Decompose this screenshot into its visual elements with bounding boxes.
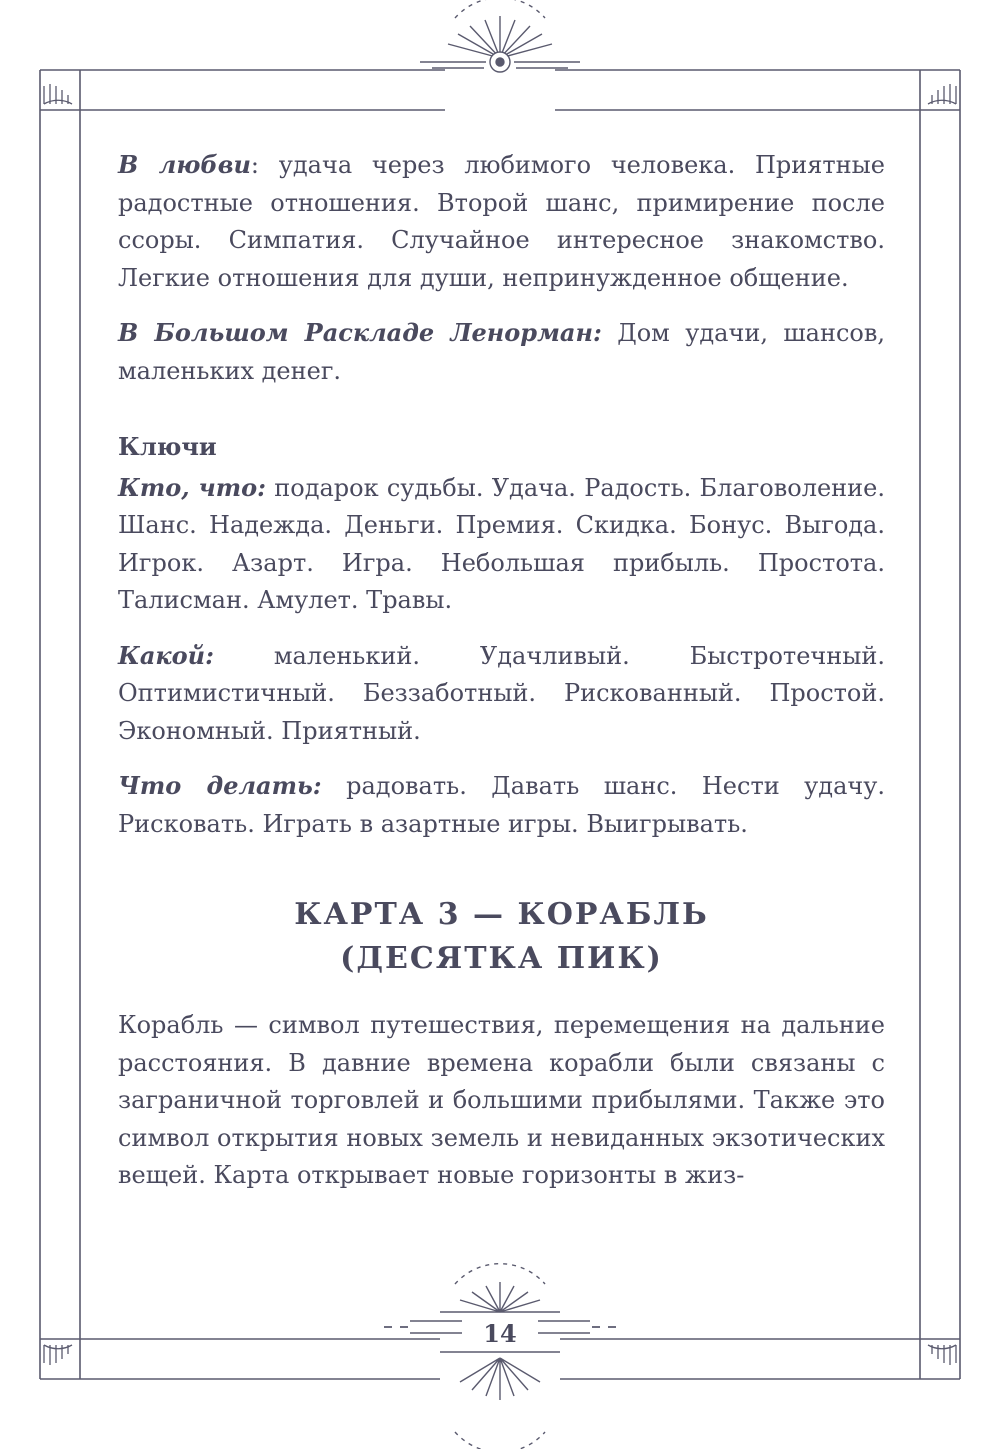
label-which: Какой:: [118, 640, 214, 670]
page-body: [118, 146, 885, 1212]
text-love: : удача через любимого человека. Приятные радостные отношения. Второй шанс, примирение после ссоры. Симпатия. Случайное интересное знакомство. Легкие отношения для души, непринужденное общение.: [118, 151, 885, 292]
text-which: маленький. Удачливый. Быстротечный. Оптимистичный. Беззаботный. Рискованный. Простой. Экономный. Приятный.: [118, 641, 885, 745]
paragraph-which: [118, 637, 885, 751]
paragraph-love: [118, 146, 885, 297]
label-love: В любви: [118, 150, 251, 179]
paragraph-grand-tableau: [118, 314, 885, 390]
label-who-what: Кто, что:: [118, 472, 266, 502]
label-what-to-do: Что делать:: [118, 771, 322, 800]
chapter-title-line2: (ДЕСЯТКА ПИК): [340, 941, 663, 976]
top-sunburst-ornament: [420, 0, 580, 72]
paragraph-intro: Корабль — символ путешествия, перемещения на дальние расстояния. В давние времена корабли были связаны с заграничной торговлей и большими прибылями. Также это символ открытия новых земель и невиданных экзотических вещей. Карта открывает новые горизонты в жиз-: [118, 1011, 885, 1189]
label-grand-tableau: В Большом Раскладе Ленорман:: [118, 318, 602, 347]
paragraph-who-what: [118, 469, 885, 620]
text-grand-tableau: Дом удачи, шансов, маленьких денег.: [118, 319, 885, 385]
corner-ornament-top-right: [928, 84, 956, 104]
text-what-to-do: радовать. Давать шанс. Нести удачу. Рисковать. Играть в азартные игры. Выигрывать.: [118, 772, 885, 838]
chapter-heading: [118, 893, 885, 981]
paragraph-what-to-do: [118, 767, 885, 843]
corner-ornament-bottom-left: [44, 1345, 72, 1365]
page-number: 14: [483, 1319, 517, 1348]
chapter-title-line1: КАРТА 3 — КОРАБЛЬ: [294, 897, 709, 932]
bottom-sunburst-ornament: [384, 1264, 616, 1449]
corner-ornament-top-left: [44, 84, 72, 104]
text-who-what: подарок судьбы. Удача. Радость. Благоволение. Шанс. Надежда. Деньги. Премия. Скидка. Бонус. Выгода. Игрок. Азарт. Игра. Небольшая прибыль. Простота. Талисман. Амулет. Травы.: [118, 473, 885, 614]
corner-ornament-bottom-right: [928, 1345, 956, 1365]
keys-heading: Ключи: [118, 432, 217, 461]
